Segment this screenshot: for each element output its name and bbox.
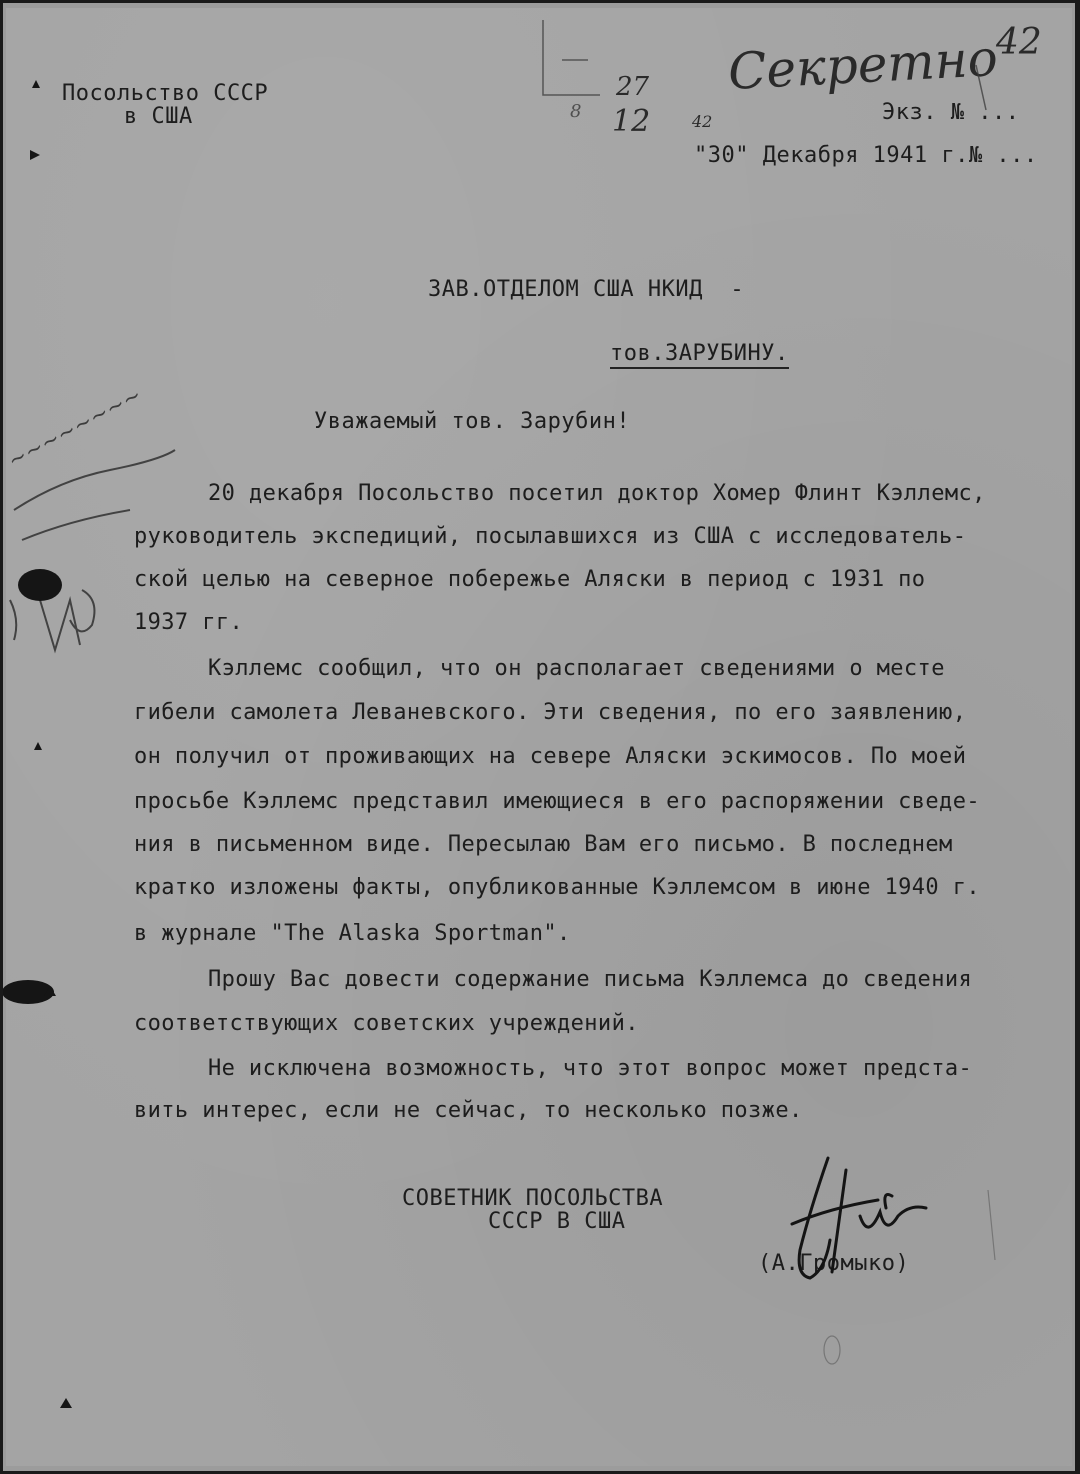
copy-number: Экз. № ... — [882, 100, 1020, 125]
margin-number: 8 — [570, 101, 582, 122]
salutation: Уважаемый тов. Зарубин! — [314, 409, 631, 434]
body-line: вить интерес, если не сейчас, то несколько позже. — [134, 1098, 803, 1123]
margin-number: 12 — [612, 104, 651, 139]
body-line: ния в письменном виде. Пересылаю Вам его письмо. В последнем — [134, 832, 953, 857]
page-number: 42 — [996, 22, 1042, 63]
body-line: Кэллемс сообщил, что он располагает сведениями о месте — [208, 656, 945, 681]
body-line: руководитель экспедиций, посылавшихся из США с исследователь- — [134, 524, 967, 549]
margin-handwritten-note: ~~~~~~~~ — [4, 382, 146, 475]
body-line: Прошу Вас довести содержание письма Кэллемса до сведения — [208, 967, 973, 992]
document-date: "30" Декабря 1941 г.№ ... — [694, 143, 1038, 168]
body-line: в журнале "The Alaska Sportman". — [134, 921, 571, 946]
addressee-name: тов.ЗАРУБИНУ. — [610, 343, 789, 369]
body-line: он получил от проживающих на севере Аляски эскимосов. По моей — [134, 744, 967, 769]
body-line: соответствующих советских учреждений. — [134, 1011, 639, 1036]
handwritten-signature — [770, 1150, 950, 1300]
margin-number: 27 — [616, 72, 650, 102]
embassy-name: Посольство СССР — [62, 81, 269, 106]
body-line: кратко изложены факты, опубликованные Кэллемсом в июне 1940 г. — [134, 875, 980, 900]
signatory-name: (А.Громыко) — [758, 1251, 910, 1276]
body-line: гибели самолета Леваневского. Эти сведения, по его заявлению, — [134, 700, 967, 725]
signatory-title: СОВЕТНИК ПОСОЛЬСТВА — [402, 1186, 664, 1211]
body-line: просьбе Кэллемс представил имеющиеся в его распоряжении сведе- — [134, 789, 980, 814]
body-line: 1937 гг. — [134, 610, 244, 635]
secret-stamp: Секретно — [726, 28, 1000, 102]
body-line: 20 декабря Посольство посетил доктор Хомер Флинт Кэллемс, — [208, 481, 986, 506]
body-line: Не исключена возможность, что этот вопрос может предста- — [208, 1056, 973, 1081]
signatory-office: СССР В США — [488, 1209, 626, 1234]
margin-number: 42 — [692, 112, 713, 131]
body-line: ской целью на северное побережье Аляски в период с 1931 по — [134, 567, 926, 592]
addressee-department: ЗАВ.ОТДЕЛОМ США НКИД - — [428, 277, 745, 302]
embassy-location: в США — [124, 104, 193, 129]
